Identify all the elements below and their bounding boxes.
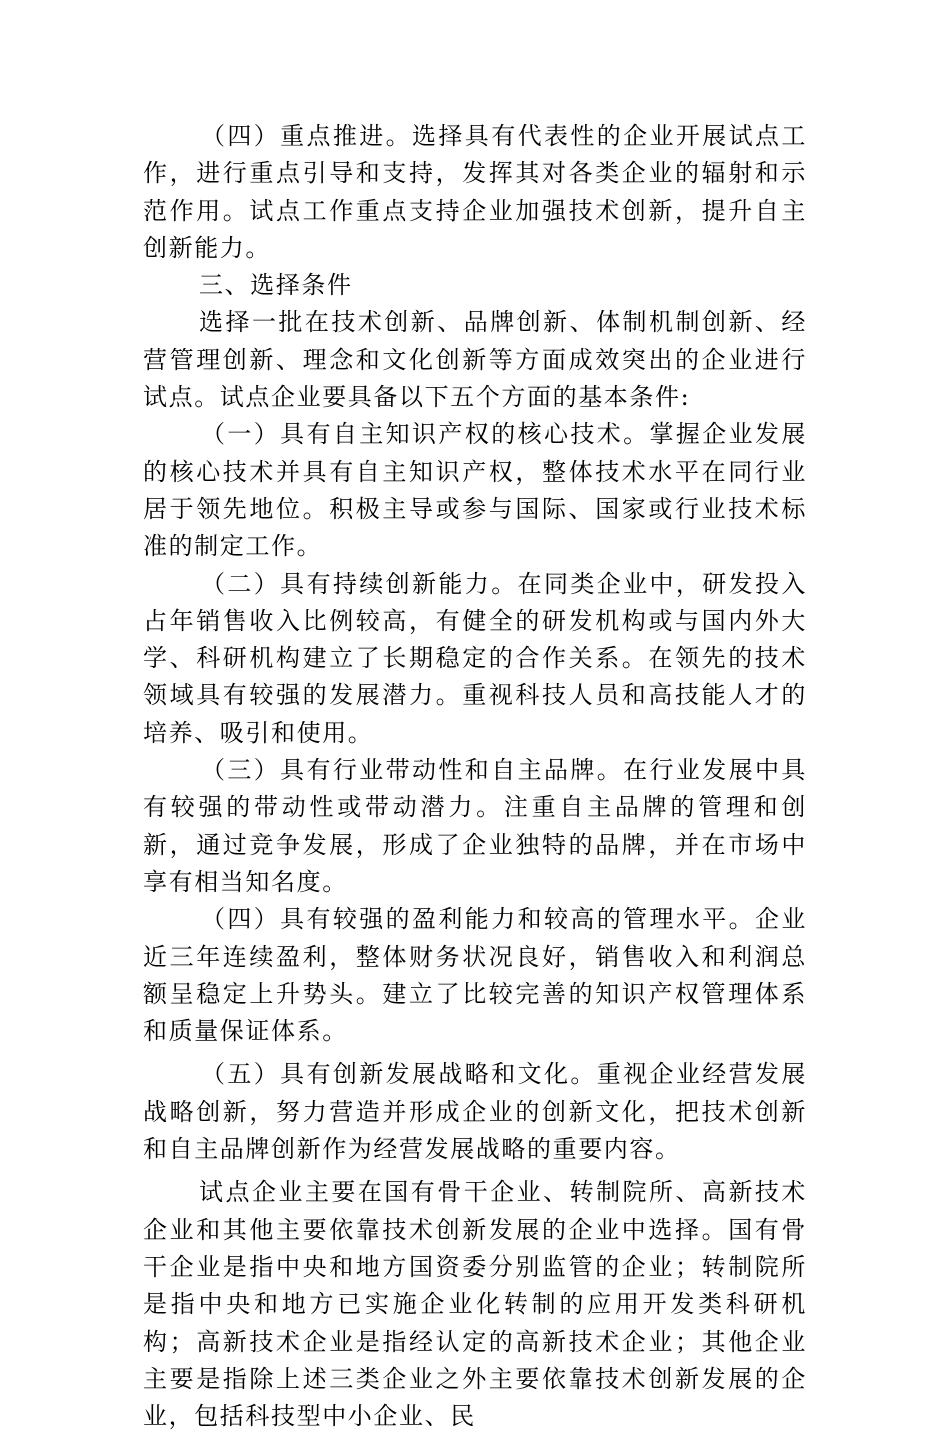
item-4-key-promotion: （四）重点推进。选择具有代表性的企业开展试点工作，进行重点引导和支持，发挥其对各类企业的辐射和示范作用。试点工作重点支持企业加强技术创新，提升自主创新能力。 [143,122,807,262]
body-paragraph-selection-intro: 选择一批在技术创新、品牌创新、体制机制创新、经营管理创新、理念和文化创新等方面成效突出的企业进行试点。试点企业要具备以下五个方面的基本条件: [143,308,807,412]
body-paragraph-pilot-enterprise-scope: 试点企业主要在国有骨干企业、转制院所、高新技术企业和其他主要依靠技术创新发展的企业中选择。国有骨干企业是指中央和地方国资委分别监管的企业；转制院所是指中央和地方已实施企业化转制的应用开发类科研机构；高新技术企业是指经认定的高新技术企业；其他企业主要是指除上述三类企业之外主要依靠技术创新发展的企业，包括科技型中小企业、民 [143,1178,807,1431]
document-page [143,118,807,1435]
section-heading-selection-conditions: 三、选择条件 [199,271,353,300]
condition-5-strategy-culture: （五）具有创新发展战略和文化。重视企业经营发展战略创新，努力营造并形成企业的创新文化，把技术创新和自主品牌创新作为经营发展战略的重要内容。 [143,1060,807,1164]
condition-3-industry-brand: （三）具有行业带动性和自主品牌。在行业发展中具有较强的带动性或带动潜力。注重自主品牌的管理和创新，通过竞争发展，形成了企业独特的品牌，并在市场中享有相当知名度。 [143,756,807,896]
condition-2-innovation-capacity: （二）具有持续创新能力。在同类企业中，研发投入占年销售收入比例较高，有健全的研发机构或与国内外大学、科研机构建立了长期稳定的合作关系。在领先的技术领域具有较强的发展潜力。重视科技人员和高技能人才的培养、吸引和使用。 [143,569,807,747]
condition-4-profitability: （四）具有较强的盈利能力和较高的管理水平。企业近三年连续盈利，整体财务状况良好，销售收入和利润总额呈稳定上升势头。建立了比较完善的知识产权管理体系和质量保证体系。 [143,905,807,1046]
condition-1-core-technology: （一）具有自主知识产权的核心技术。掌握企业发展的核心技术并具有自主知识产权，整体技术水平在同行业居于领先地位。积极主导或参与国际、国家或行业技术标准的制定工作。 [143,420,807,561]
